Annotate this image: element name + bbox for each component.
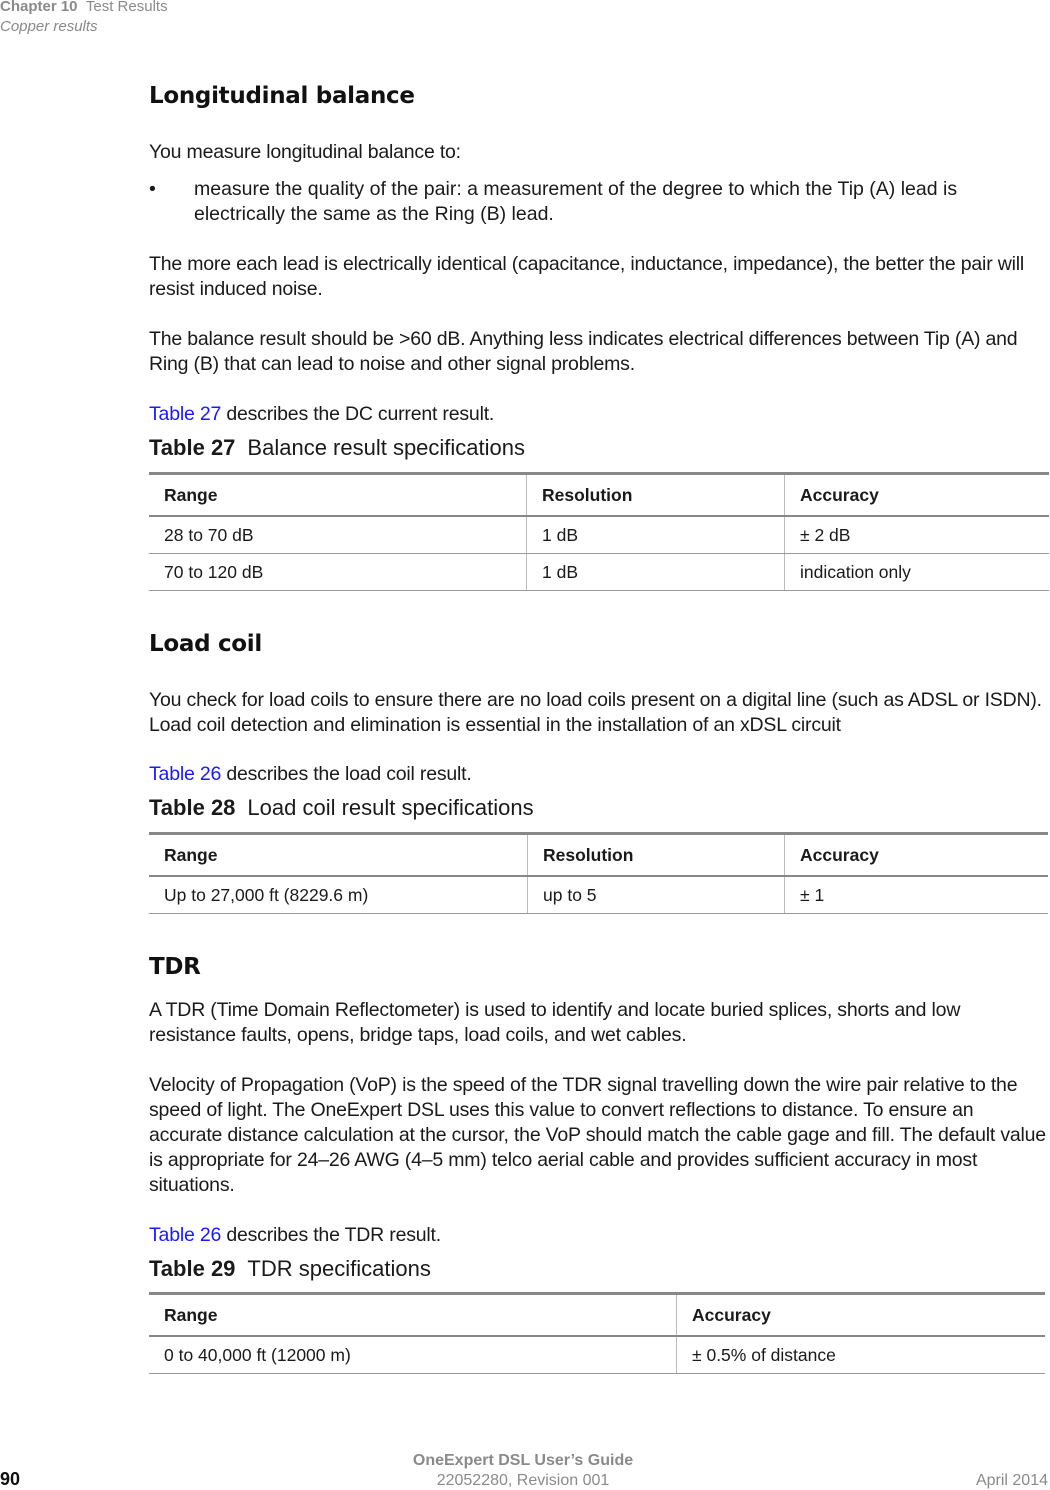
cell: 1 dB xyxy=(527,554,785,591)
paragraph: You check for load coils to ensure there are no load coils present on a digital line (such as ADSL or ISDN). Load coil detection and elimination is essential in the installation of an xDSL circuit xyxy=(149,689,1042,736)
table-caption xyxy=(149,435,525,461)
cell: ± 1 xyxy=(785,876,1049,914)
paragraph: The more each lead is electrically identical (capacitance, inductance, impedance), the better the pair will resist induced noise. xyxy=(149,253,1024,300)
cell: 0 to 40,000 ft (12000 m) xyxy=(149,1336,677,1374)
heading-load-coil: Load coil xyxy=(149,631,262,657)
column-header: Range xyxy=(149,834,528,877)
caption-text: Load coil result specifications xyxy=(247,795,534,820)
table-row xyxy=(149,876,1048,914)
bullet-text: measure the quality of the pair: a measurement of the degree to which the Tip (A) lead is electrically the same as the Ring (B) lead. xyxy=(194,178,958,225)
cell: ± 0.5% of distance xyxy=(677,1336,1046,1374)
heading-longitudinal-balance: Longitudinal balance xyxy=(149,83,415,109)
balance-spec-table xyxy=(149,472,1049,591)
table-row xyxy=(149,1336,1045,1374)
table-caption xyxy=(149,1256,431,1282)
paragraph: A TDR (Time Domain Reflectometer) is used to identify and locate buried splices, shorts and low resistance faults, opens, bridge taps, load coils, and wet cables. xyxy=(149,999,961,1046)
table-27-link[interactable]: Table 27 xyxy=(149,403,222,425)
ref-text: describes the TDR result. xyxy=(221,1224,441,1246)
column-header: Range xyxy=(149,474,527,517)
column-header: Accuracy xyxy=(785,834,1049,877)
table-header-row xyxy=(149,474,1049,517)
heading-tdr: TDR xyxy=(149,954,201,980)
ref-text: describes the load coil result. xyxy=(221,763,472,785)
column-header: Resolution xyxy=(528,834,785,877)
cell: ± 2 dB xyxy=(785,516,1050,554)
load-coil-spec-table xyxy=(149,832,1048,914)
cell: 70 to 120 dB xyxy=(149,554,527,591)
table-caption xyxy=(149,795,534,821)
paragraph xyxy=(149,402,1049,427)
table-26-link[interactable]: Table 26 xyxy=(149,763,222,785)
caption-number: Table 27 xyxy=(149,435,236,460)
table-header-row xyxy=(149,834,1048,877)
tdr-spec-table xyxy=(149,1292,1045,1374)
bullet-item xyxy=(149,177,1049,227)
section-name: Copper results xyxy=(0,18,98,35)
table-header-row xyxy=(149,1294,1045,1337)
column-header: Resolution xyxy=(527,474,785,517)
table-row xyxy=(149,554,1049,591)
chapter-number: Chapter 10 xyxy=(0,0,78,15)
paragraph: Velocity of Propagation (VoP) is the speed of the TDR signal travelling down the wire pair relative to the speed of light. The OneExpert DSL uses this value to convert reflections to distance. To ensure an accurate distance calculation at the cursor, the VoP should match the cable gage and fill. The default value is appropriate for 24–26 AWG (4–5 mm) telco aerial cable and provides sufficient accuracy in most situations. xyxy=(149,1074,1046,1196)
column-header: Range xyxy=(149,1294,677,1337)
revision: 22052280, Revision 001 xyxy=(436,1472,610,1489)
paragraph xyxy=(149,1223,1049,1248)
paragraph: The balance result should be >60 dB. Anything less indicates electrical differences between Tip (A) and Ring (B) that can lead to noise and other signal problems. xyxy=(149,328,1018,375)
ref-text: describes the DC current result. xyxy=(221,403,495,425)
cell: Up to 27,000 ft (8229.6 m) xyxy=(149,876,528,914)
cell: up to 5 xyxy=(528,876,785,914)
caption-number: Table 29 xyxy=(149,1256,236,1281)
caption-number: Table 28 xyxy=(149,795,236,820)
column-header: Accuracy xyxy=(785,474,1050,517)
guide-title: OneExpert DSL User’s Guide xyxy=(412,1452,634,1469)
running-header xyxy=(0,0,168,17)
cell: 28 to 70 dB xyxy=(149,516,527,554)
table-26-link[interactable]: Table 26 xyxy=(149,1224,222,1246)
caption-text: TDR specifications xyxy=(247,1256,431,1281)
paragraph: You measure longitudinal balance to: xyxy=(149,141,461,163)
table-row xyxy=(149,516,1049,554)
cell: indication only xyxy=(785,554,1050,591)
bullet-icon: • xyxy=(149,178,156,200)
paragraph xyxy=(149,762,1049,787)
date: April 2014 xyxy=(975,1472,1048,1489)
chapter-title: Test Results xyxy=(85,0,168,15)
cell: 1 dB xyxy=(527,516,785,554)
column-header: Accuracy xyxy=(677,1294,1046,1337)
caption-text: Balance result specifications xyxy=(247,435,526,460)
page-number: 90 xyxy=(0,1469,21,1489)
